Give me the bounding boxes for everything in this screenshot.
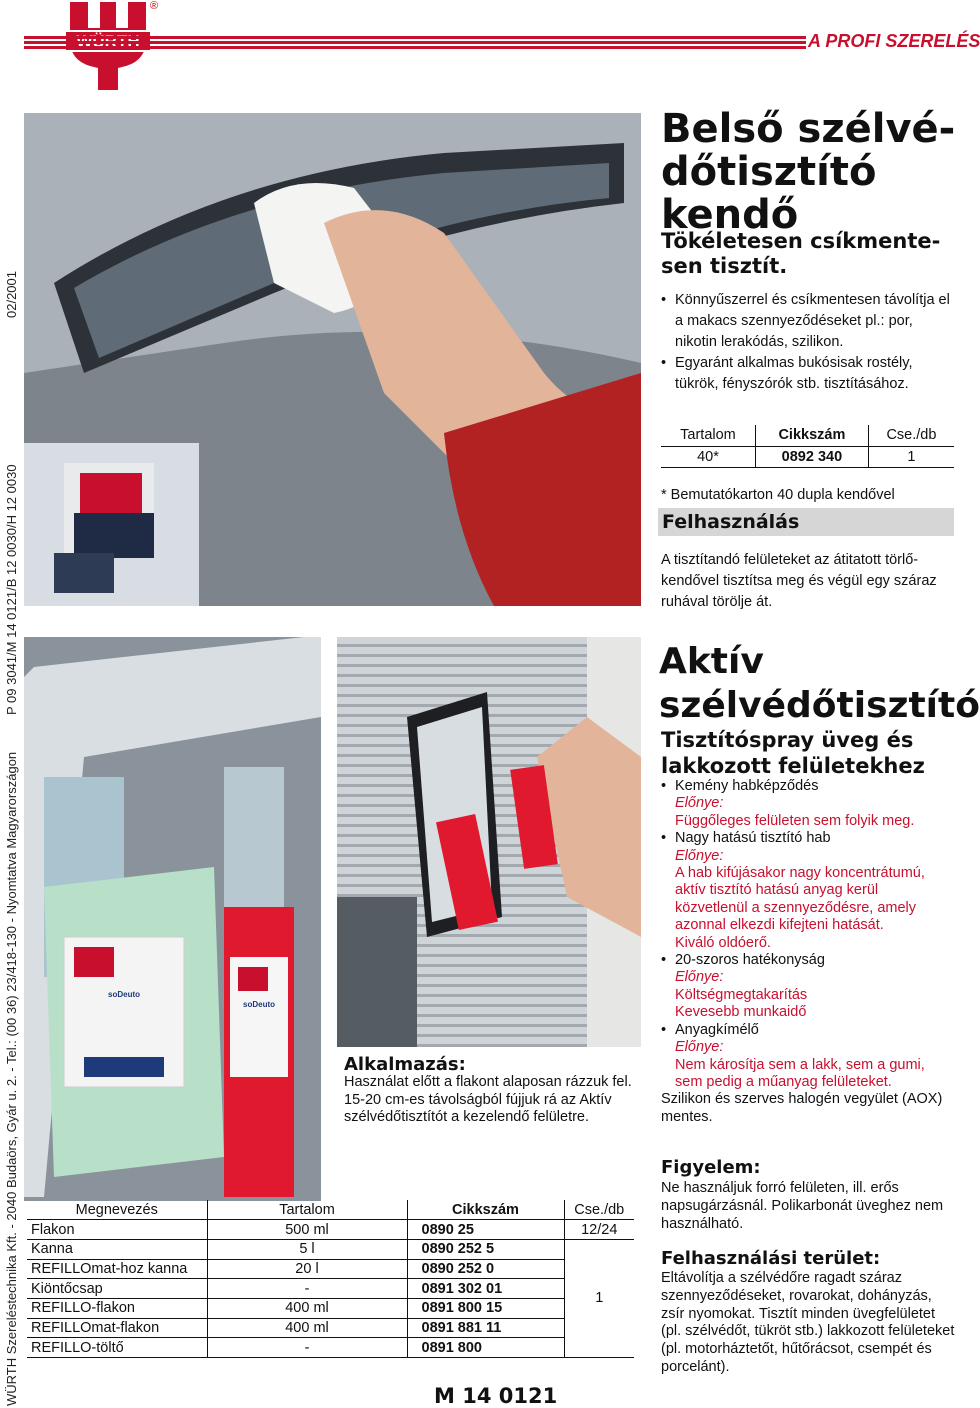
side-company-info: WÜRTH Szereléstechnika Kft. - 2040 Budaörs, Gyár u. 2. - Tel.: (00 36) 23/418-130 - Nyomtatva Magyarországon [4,751,19,1406]
list-item: • Könnyűszerrel és csíkmentesen távolítja el a makacs szennyeződéseket pl.: por, nikotin lerakódás, szilikon. [661,290,956,353]
table-cell: REFILLO-flakon [27,1298,207,1318]
product1-footnote: * Bemutatókarton 40 dupla kendővel [661,487,895,503]
feature-bullet: • 20-szoros hatékonyság [661,952,956,969]
table-cell: 0891 302 01 [407,1279,564,1299]
table-cell: 0890 25 [407,1220,564,1240]
usage-heading: Felhasználás [658,508,954,536]
table-cell: 0891 800 [407,1338,564,1358]
photo-wiping-mirror [24,113,641,606]
advantage-text: A hab kifújásakor nagy koncentrátumú, [675,865,925,882]
page-code: M 14 0121 [434,1384,558,1408]
advantage-text: Függőleges felületen sem folyik meg. [675,812,915,829]
area-text: Eltávolítja a szélvédőre ragadt száraz szennyeződéseket, rovarokat, dohányzás, zsír nyomokat. Tisztít minden üvegfelületet (pl. szélvédőt, tükröt stb.) lakkozott felületeket (pl. motorháztetőt, hűtőrácsot, csempét és porcelánt). [661,1270,955,1375]
advantage-text: aktív tisztító hatású anyag kerül [675,882,879,899]
table-header-row [27,1200,634,1220]
table-cell: 5 l [207,1239,407,1259]
table-cell: 400 ml [207,1298,407,1318]
feature-bullet: • Anyagkímélő [661,1022,956,1039]
product2-title: Aktív szélvédőtisztító [659,641,980,726]
advantage-label: Előnye: [675,847,724,864]
slogan: A PROFI SZERELÉS [808,31,980,51]
advantage-label: Előnye: [675,795,724,812]
table-cell: 0891 800 15 [407,1298,564,1318]
application-text: Használat előtt a flakont alaposan rázzuk fel. 15-20 cm-es távolságból fújjuk rá az Aktív szélvédőtisztítót a kezelendő felületre. [344,1074,632,1126]
product1-title: Belső szélvé- dőtisztító kendő [661,106,956,238]
product2-table [27,1200,634,1358]
table-row [27,1239,634,1259]
advantage-text: Kiváló oldóerő. [675,934,771,951]
table-cell: 0890 252 5 [407,1239,564,1259]
advantage-text: Kevesebb munkaidő [675,1004,807,1021]
table-cell: - [207,1338,407,1358]
product1-table [661,425,954,468]
jug-brand-label: soDeuto [108,990,140,999]
product2-features [661,778,956,1126]
table-cell: 12/24 [564,1220,634,1240]
application-heading: Alkalmazás: [344,1054,466,1075]
table-row [27,1220,634,1240]
table-cell: 20 l [207,1259,407,1279]
advantage-text: azonnal elkezdi kifejteni hatását. [675,917,884,934]
table-cell: REFILLO-töltő [27,1338,207,1358]
usage-text: A tisztítandó felületeket az átitatott törlő-kendővel tisztítsa meg és végül egy száraz ruhával törölje át. [661,552,937,610]
photo-spraying-mirror [337,637,641,1047]
product2-subtitle: Tisztítóspray üveg és lakkozott felületekhez [661,728,925,778]
table-header: Tartalom [661,425,755,446]
table-cell: REFILLOmat-flakon [27,1318,207,1338]
product1-bullets [661,290,956,395]
table-row [27,1279,634,1299]
registered-mark: ® [150,0,159,12]
photo-canister-and-spray [24,637,321,1201]
table-cell: 1 [868,446,954,467]
table-cell: 500 ml [207,1220,407,1240]
table-header: Tartalom [207,1200,407,1220]
table-cell: Flakon [27,1220,207,1240]
advantage-text: sem pedig a műanyag felületeket. [675,1073,892,1090]
table-cell: 0892 340 [755,446,868,467]
table-header: Cse./db [564,1200,634,1220]
table-row [27,1298,634,1318]
warning-text: Ne használjuk forró felületen, ill. erős napsugárzásnál. Polikarbonát üveghez nem használható. [661,1180,944,1232]
table-header: Cse./db [868,425,954,446]
table-cell: 0891 881 11 [407,1318,564,1338]
table-row [27,1338,634,1358]
can-brand-label: soDeuto [243,1000,275,1009]
area-heading: Felhasználási terület: [661,1248,881,1269]
feature-bullet: • Kemény habképződés [661,778,956,795]
list-item: • Egyaránt alkalmas bukósisak rostély, tükrök, fényszórók stb. tisztításához. [661,353,956,395]
table-row [27,1318,634,1338]
side-date: 02/2001 [4,271,19,318]
table-cell: Kanna [27,1239,207,1259]
advantage-text: közvetlenül a szennyeződésre, amely [675,899,916,916]
advantage-text: Költségmegtakarítás [675,986,808,1003]
table-cell: 400 ml [207,1318,407,1338]
side-codes: P 09 3041/M 14 0121/B 12 0030/H 12 0030 [4,464,19,715]
table-header-row [661,425,954,446]
table-header: Cikkszám [755,425,868,446]
product1-subtitle: Tökéletesen csíkmente- sen tisztít. [661,229,941,278]
table-cell: 0890 252 0 [407,1259,564,1279]
table-row [661,446,954,467]
table-cell: - [207,1279,407,1299]
advantage-text: Nem károsítja sem a lakk, sem a gumi, [675,1056,925,1073]
table-cell: 40* [661,446,755,467]
table-header: Megnevezés [27,1200,207,1220]
warning-heading: Figyelem: [661,1157,761,1178]
advantage-label: Előnye: [675,1039,724,1056]
aox-note: Szilikon és szerves halogén vegyület (AOX) mentes. [661,1091,943,1125]
feature-bullet: • Nagy hatású tisztító hab [661,830,956,847]
table-cell: Kiöntőcsap [27,1279,207,1299]
table-cell: 1 [564,1239,634,1357]
table-header: Cikkszám [407,1200,564,1220]
table-cell: REFILLOmat-hoz kanna [27,1259,207,1279]
table-row [27,1259,634,1279]
side-margin [0,0,20,1408]
advantage-label: Előnye: [675,969,724,986]
